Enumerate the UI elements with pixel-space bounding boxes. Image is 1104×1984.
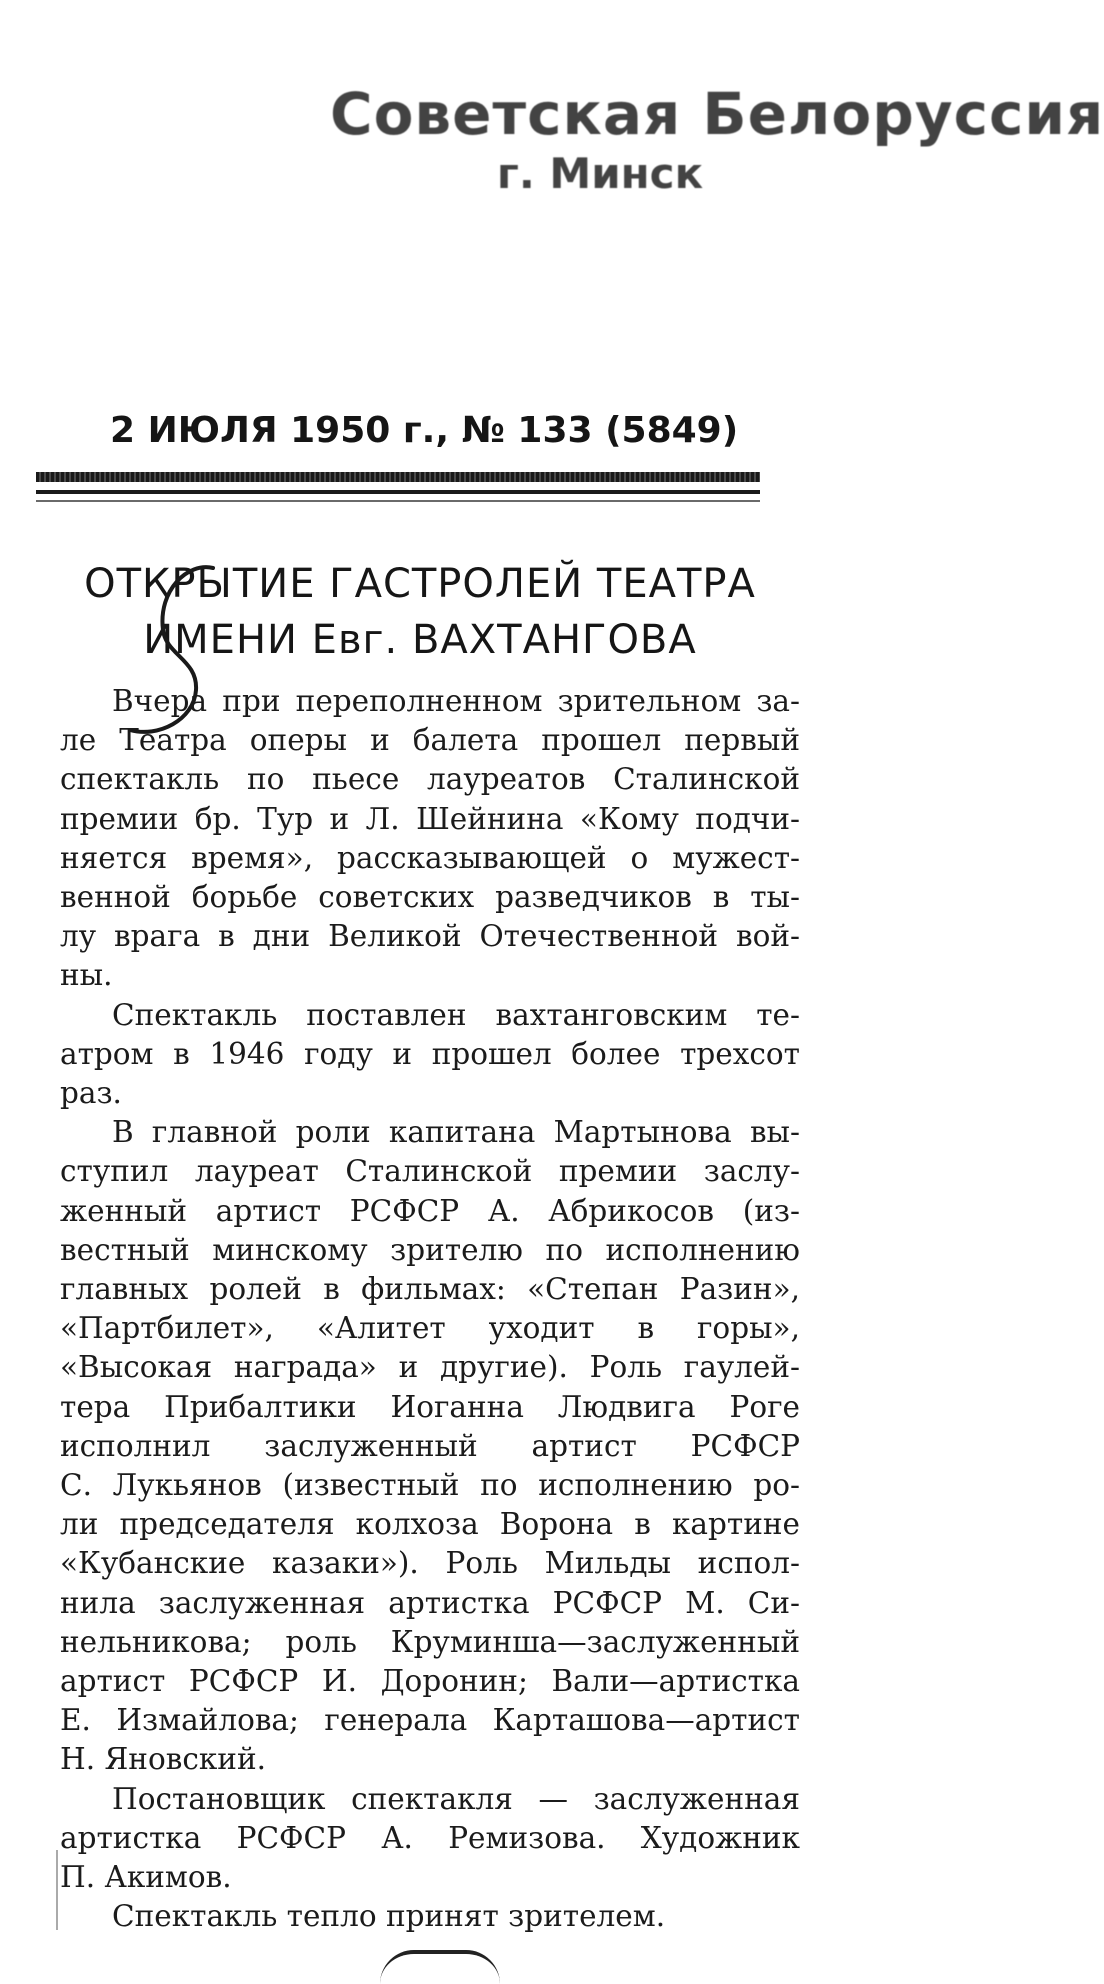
headline-line-2: ИМЕНИ Евг. ВАХТАНГОВА bbox=[143, 617, 697, 663]
text-line: няется время», рассказывающей о мужест- bbox=[60, 840, 800, 875]
text-line: Вчера при переполненном зрительном за- bbox=[112, 684, 800, 718]
text-line: ли председателя колхоза Ворона в картине bbox=[60, 1507, 800, 1542]
newspaper-stamp bbox=[330, 80, 1104, 202]
text-line: нельникова; роль Круминша—заслуженный bbox=[60, 1624, 800, 1659]
text-line: Постановщик спектакля — заслуженная bbox=[112, 1781, 800, 1816]
paragraph-5 bbox=[60, 1897, 800, 1936]
text-line: женный артист РСФСР А. Абрикосов (из- bbox=[60, 1193, 800, 1228]
text-line: С. Лукьянов (известный по исполнению ро- bbox=[60, 1468, 800, 1503]
text-line: спектакль по пьесе лауреатов Сталинской bbox=[60, 762, 800, 797]
text-line: ступил лауреат Сталинской премии заслу- bbox=[60, 1154, 800, 1189]
header-rule-thick bbox=[36, 472, 760, 482]
stamp-city: г. Минск bbox=[496, 149, 704, 198]
text-line: главных ролей в фильмах: «Степан Разин», bbox=[60, 1272, 800, 1307]
text-line: ны. bbox=[60, 958, 113, 993]
text-line: Н. Яновский. bbox=[60, 1742, 266, 1777]
text-line: артист РСФСР И. Доронин; Вали—артистка bbox=[60, 1664, 800, 1699]
paragraph-1 bbox=[60, 682, 800, 996]
text-line: «Кубанские казаки»). Роль Мильды испол- bbox=[60, 1546, 800, 1581]
text-line: раз. bbox=[60, 1076, 122, 1111]
text-line: артистка РСФСР А. Ремизова. Художник bbox=[60, 1820, 800, 1855]
text-line: исполнил заслуженный артист РСФСР bbox=[60, 1428, 800, 1463]
text-line: лу врага в дни Великой Отечественной вой- bbox=[60, 919, 800, 954]
paragraph-4 bbox=[60, 1780, 800, 1898]
header-rule-thin bbox=[36, 490, 760, 494]
bottom-ornament-arc bbox=[380, 1950, 500, 1984]
text-line: атром в 1946 году и прошел более трехсот bbox=[60, 1036, 800, 1071]
margin-fold-line bbox=[56, 1850, 58, 1930]
paragraph-3 bbox=[60, 1113, 800, 1779]
text-line: ле Театра оперы и балета прошел первый bbox=[60, 723, 800, 758]
text-line: вестный минскому зрителю по исполнению bbox=[60, 1232, 800, 1267]
paragraph-2 bbox=[60, 996, 800, 1114]
text-line: Спектакль поставлен вахтанговским те- bbox=[112, 997, 800, 1032]
text-line: «Высокая награда» и другие). Роль гаулей- bbox=[60, 1350, 800, 1385]
text-line: премии бр. Тур и Л. Шейнина «Кому подчи- bbox=[60, 801, 800, 836]
stamp-newspaper-name: Советская Белоруссия bbox=[330, 80, 1104, 148]
issue-dateline: 2 ИЮЛЯ 1950 г., № 133 (5849) bbox=[110, 410, 739, 451]
text-line: П. Акимов. bbox=[60, 1860, 232, 1895]
text-line: Спектакль тепло принят зрителем. bbox=[112, 1899, 666, 1934]
text-line: «Партбилет», «Алитет уходит в горы», bbox=[60, 1311, 800, 1346]
text-line: Е. Измайлова; генерала Карташова—артист bbox=[60, 1703, 800, 1738]
text-line: тера Прибалтики Иоганна Людвига Роге bbox=[60, 1389, 800, 1424]
article-body bbox=[60, 682, 800, 1937]
text-line: В главной роли капитана Мартынова вы- bbox=[112, 1115, 800, 1150]
headline-line-1: ОТКРЫТИЕ ГАСТРОЛЕЙ ТЕАТРА bbox=[84, 561, 756, 607]
text-line: нила заслуженная артистка РСФСР М. Си- bbox=[60, 1585, 800, 1620]
text-line: венной борьбе советских разведчиков в ты- bbox=[60, 880, 800, 915]
header-rule-hairline bbox=[36, 500, 760, 502]
